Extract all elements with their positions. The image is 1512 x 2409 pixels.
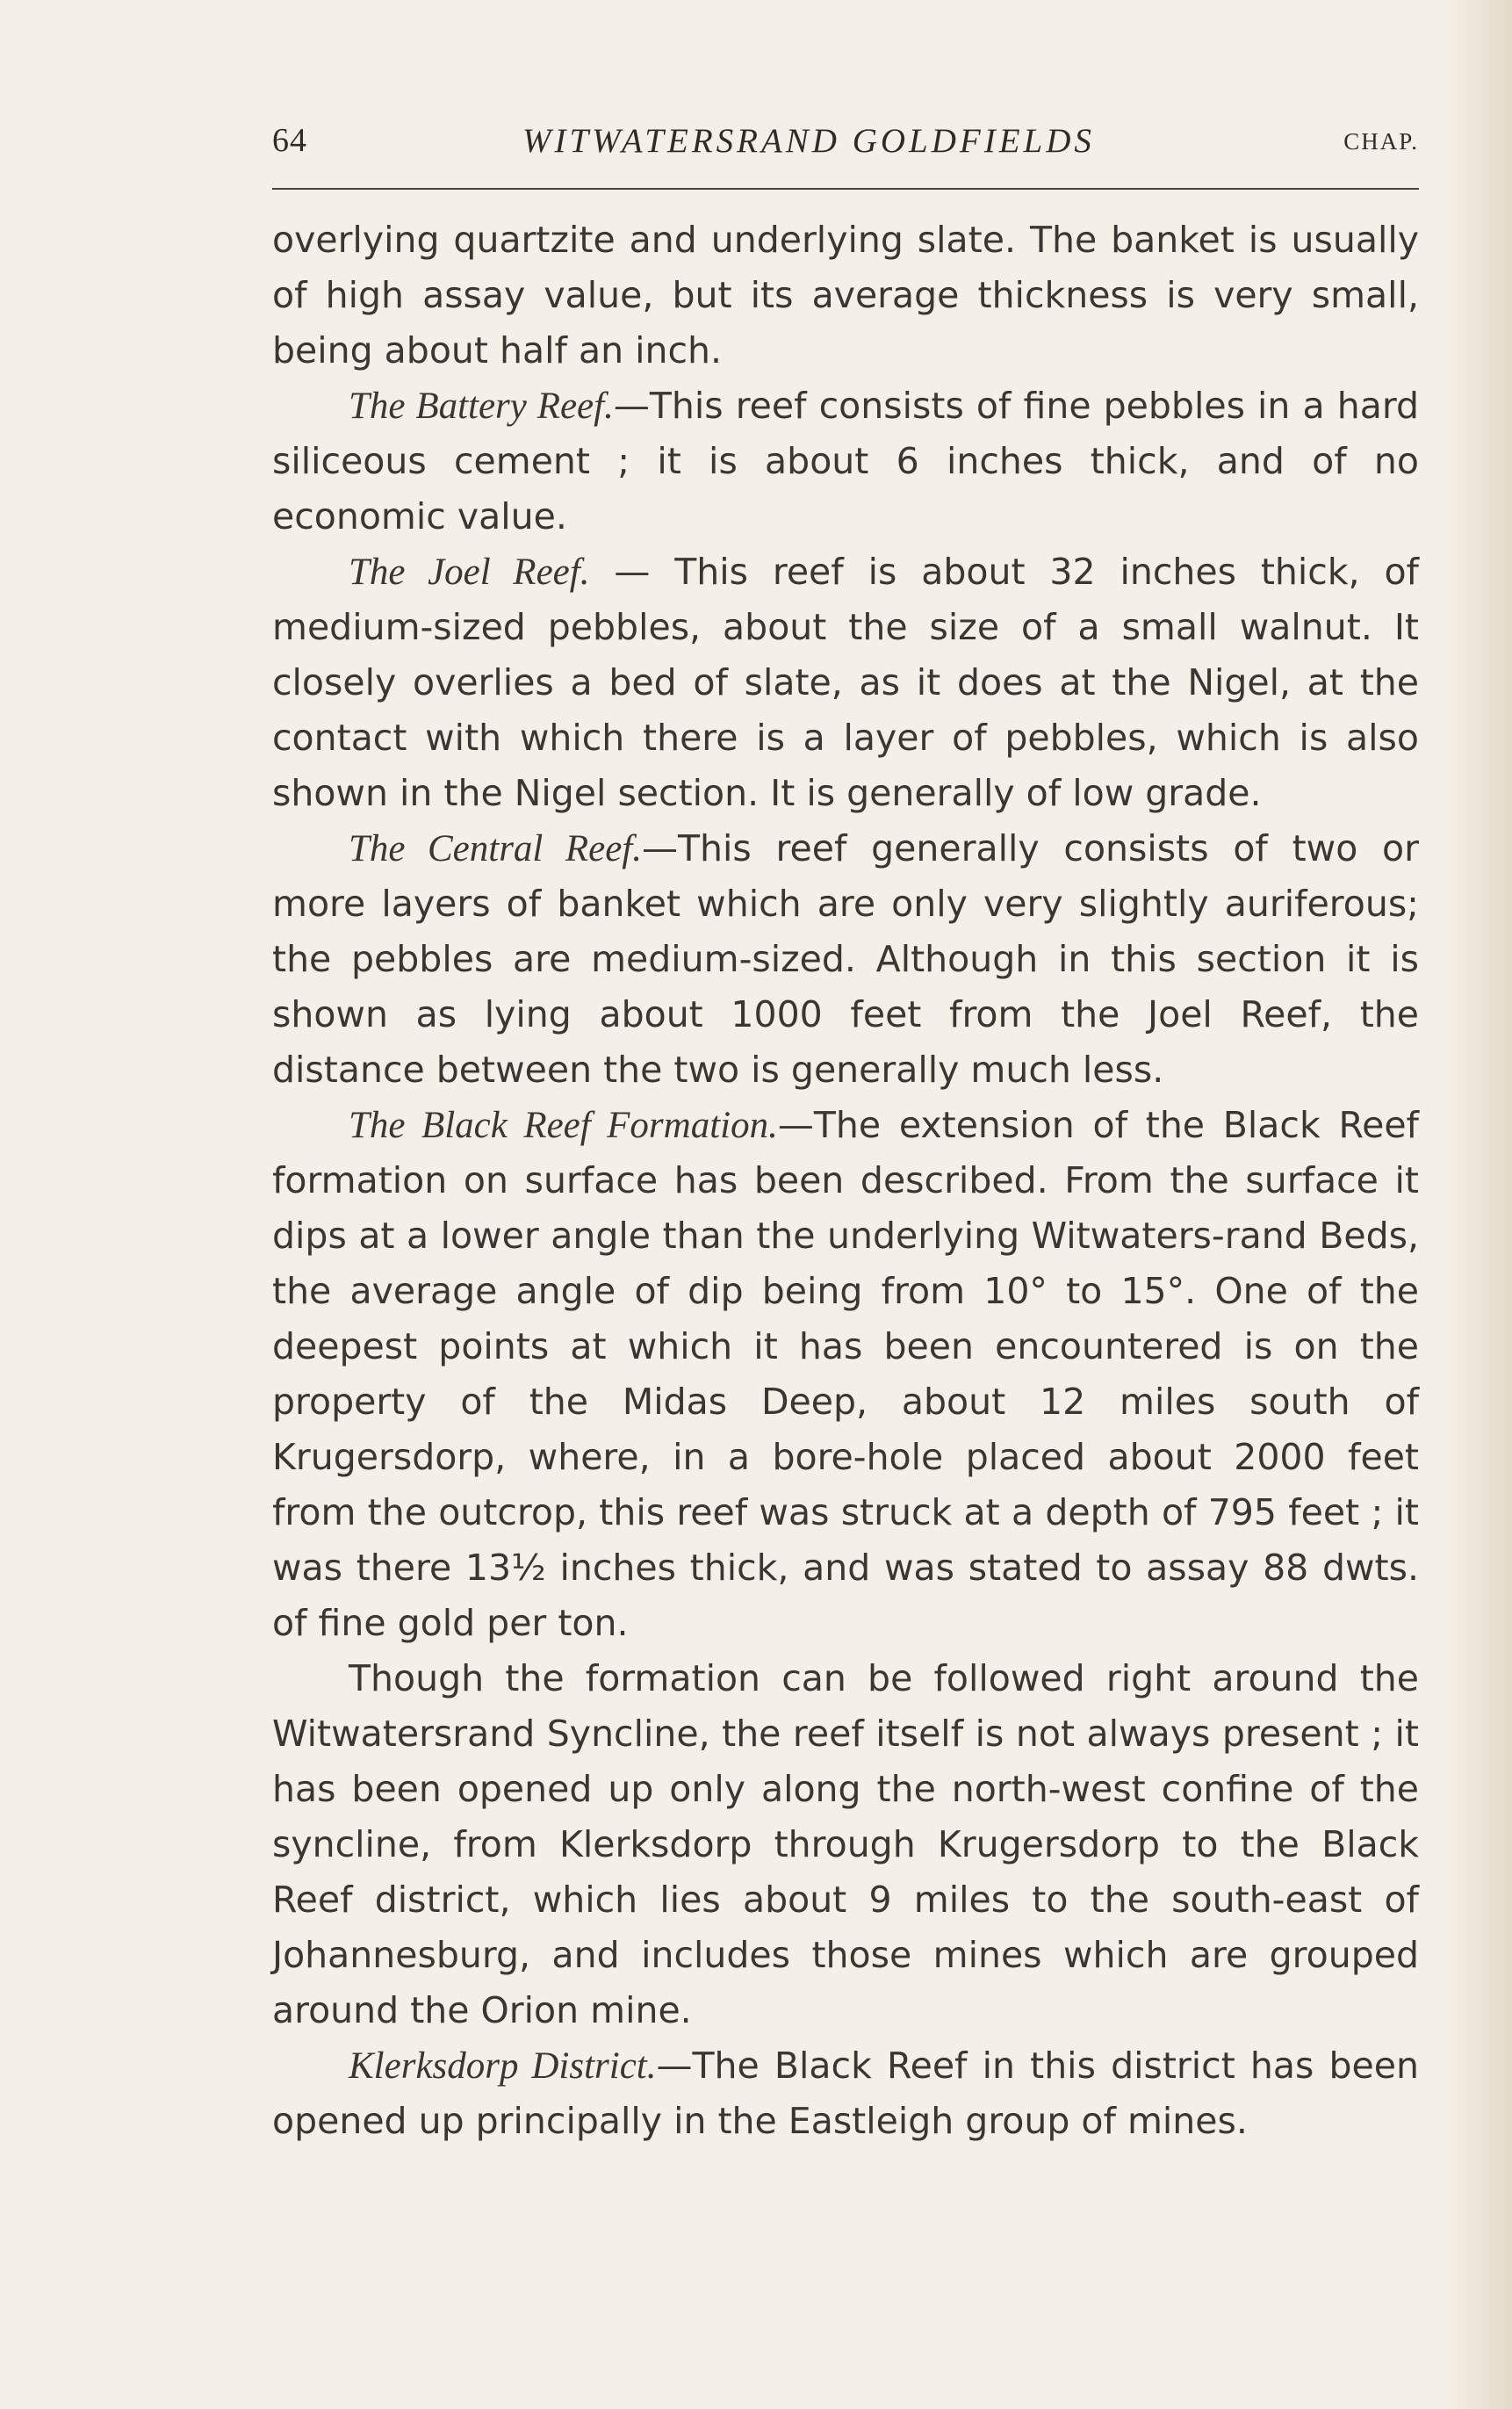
body-text — [272, 213, 1419, 2149]
paragraph-text: Though the formation can be followed right around the Witwatersrand Syncline, the reef itself is not always present ; it has been opened up only along the north-west confine of the syncline, from Klerksdorp through Krugersdorp to the Black Reef district, which lies about 9 miles to the south-east of Johannesburg, and includes those mines which are grouped around the Orion mine. — [272, 1657, 1419, 2031]
page-number: 64 — [272, 122, 307, 159]
paragraph-joel-reef — [272, 545, 1419, 821]
paragraph-central-reef — [272, 821, 1419, 1098]
section-heading-joel-reef: The Joel Reef. — [349, 552, 590, 593]
running-header — [272, 121, 1419, 174]
section-heading-central-reef: The Central Reef. — [349, 828, 642, 869]
page-edge-shadow — [1442, 0, 1512, 2409]
section-heading-black-reef-formation: The Black Reef Formation. — [349, 1105, 778, 1146]
paragraph-text: —The extension of the Black Reef formation on surface has been described. From the surface it dips at a lower angle than the underlying Witwaters-rand Beds, the average angle of dip being from 10° to 15°. One of the deepest points at which it has been encountered is on the property of the Midas Deep, about 12 miles south of Krugersdorp, where, in a bore-hole placed about 2000 feet from the outcrop, this reef was struck at a depth of 795 feet ; it was there 13½ inches thick, and was stated to assay 88 dwts. of fine gold per ton. — [272, 1104, 1419, 1644]
paragraph-text: —This reef consists of fine pebbles in a hard siliceous cement ; it is about 6 inches thick, and of no economic value. — [272, 385, 1419, 537]
running-title: WITWATERSRAND GOLDFIELDS — [522, 122, 1095, 160]
paragraph-continuation — [272, 213, 1419, 379]
header-rule — [272, 188, 1419, 190]
paragraph-black-reef-formation — [272, 1098, 1419, 1651]
section-heading-klerksdorp-district: Klerksdorp District. — [349, 2045, 657, 2087]
chapter-label: CHAP. — [1343, 128, 1419, 155]
paragraph-syncline — [272, 1651, 1419, 2038]
section-heading-battery-reef: The Battery Reef. — [349, 386, 614, 427]
paragraph-battery-reef — [272, 379, 1419, 545]
paragraph-text: overlying quartzite and underlying slate. The banket is usually of high assay value, but its average thickness is very small, being about half an inch. — [272, 219, 1419, 371]
paragraph-text: —The Black Reef in this district has been opened up principally in the Eastleigh group of mines. — [272, 2045, 1419, 2142]
paragraph-text: — This reef is about 32 inches thick, of medium-sized pebbles, about the size of a small walnut. It closely overlies a bed of slate, as it does at the Nigel, at the contact with which there is a layer of pebbles, which is also shown in the Nigel section. It is generally of low grade. — [272, 551, 1419, 814]
paragraph-klerksdorp-district — [272, 2038, 1419, 2149]
paragraph-text: —This reef generally consists of two or more layers of banket which are only very slightly auriferous; the pebbles are medium-sized. Although in this section it is shown as lying about 1000 feet from the Joel Reef, the distance between the two is generally much less. — [272, 827, 1419, 1091]
